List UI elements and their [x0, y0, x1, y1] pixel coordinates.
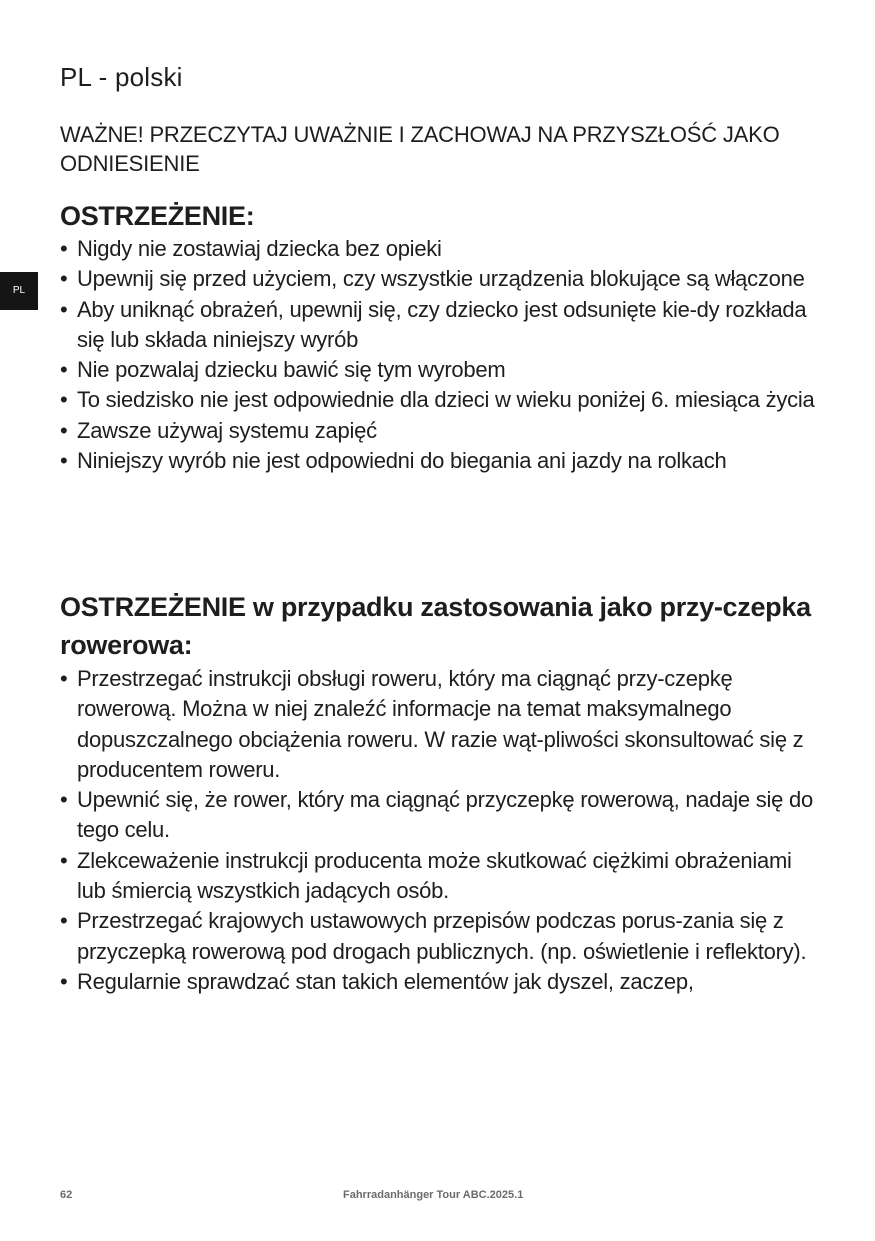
- bike-warning-section: [60, 588, 820, 997]
- list-item: • Zlekceważenie instrukcji producenta może skutkować ciężkimi obrażeniami lub śmiercią wszystkich jadących osób.: [60, 847, 792, 904]
- bullet-icon: •: [60, 387, 68, 413]
- list-item: • Przestrzegać instrukcji obsługi roweru, który ma ciągnąć przy-czepkę rowerową. Można w niej znaleźć informacje na temat maksymalnego dopuszczalnego obciążenia roweru. W razie wąt-pliwości skonsultować się z producentem roweru.: [60, 666, 804, 782]
- warning-section: [60, 198, 820, 476]
- list-item: • Nigdy nie zostawiaj dziecka bez opieki: [60, 234, 820, 264]
- language-side-tab: PL: [0, 272, 38, 310]
- list-item: • Niniejszy wyrób nie jest odpowiedni do biegania ani jazdy na rolkach: [60, 446, 820, 476]
- bullet-icon: •: [60, 847, 68, 873]
- bullet-icon: •: [60, 417, 68, 443]
- page-number: 62: [60, 1189, 73, 1201]
- language-heading: PL - polski: [60, 62, 183, 92]
- bullet-icon: •: [60, 266, 68, 292]
- warning-title: OSTRZEŻENIE:: [60, 201, 255, 231]
- bike-warning-list: [60, 664, 820, 997]
- list-item: • Aby uniknąć obrażeń, upewnij się, czy dziecko jest odsunięte kie-dy rozkłada się lub składa niniejszy wyrób: [60, 296, 807, 352]
- bullet-icon: •: [60, 296, 68, 322]
- list-item: • Nie pozwalaj dziecku bawić się tym wyrobem: [60, 355, 820, 385]
- document-title: Fahrradanhänger Tour ABC.2025.1: [343, 1189, 524, 1201]
- list-item: • To siedzisko nie jest odpowiednie dla dzieci w wieku poniżej 6. miesiąca życia: [60, 385, 820, 415]
- bullet-icon: •: [60, 908, 68, 934]
- warning-list: [60, 234, 820, 476]
- list-item: • Zawsze używaj systemu zapięć: [60, 416, 820, 446]
- list-item: • Upewnij się przed użyciem, czy wszystkie urządzenia blokujące są włączone: [60, 264, 820, 294]
- bullet-icon: •: [60, 357, 68, 383]
- bullet-icon: •: [60, 787, 68, 813]
- bullet-icon: •: [60, 666, 68, 691]
- list-item: • Regularnie sprawdzać stan takich elementów jak dyszel, zaczep,: [60, 967, 820, 997]
- bullet-icon: •: [60, 236, 68, 261]
- bullet-icon: •: [60, 448, 68, 474]
- important-notice: WAŻNE! PRZECZYTAJ UWAŻNIE I ZACHOWAJ NA PRZYSZŁOŚĆ JAKO ODNIESIENIE: [60, 122, 780, 176]
- list-item: • Upewnić się, że rower, który ma ciągnąć przyczepkę rowerową, nadaje się do tego celu.: [60, 787, 813, 843]
- list-item: • Przestrzegać krajowych ustawowych przepisów podczas porus-zania się z przyczepką rowerową pod drogach publicznych. (np. oświetlenie i reflektory).: [60, 908, 807, 964]
- bullet-icon: •: [60, 968, 68, 994]
- bike-warning-title: OSTRZEŻENIE w przypadku zastosowania jako przy-czepka rowerowa:: [60, 592, 811, 660]
